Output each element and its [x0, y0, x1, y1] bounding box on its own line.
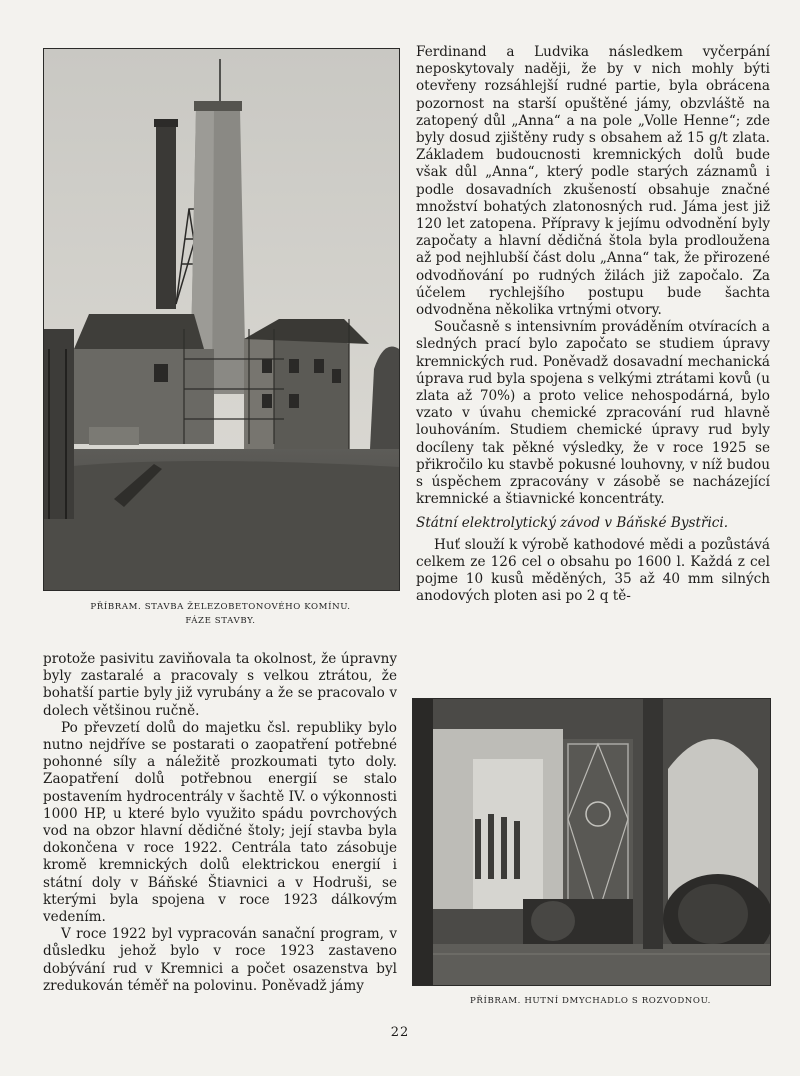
page-number: 22	[390, 1025, 410, 1040]
paragraph: Ferdinand a Ludvika následkem vyčerpání neposkytovaly naději, že by v nich mohly býti otevřeny rozsáhlejší rudné partie, byla obrácena pozornost na starší opuštěné jámy, obzvláště na zatopený důl „Anna“ a na pole „Volle Henne“; zde byly dosud zjištěny rudy s obsahem až 15 g/t zlata. Základem budoucnosti kremnických dolů bude však důl „Anna“, který podle starých záznamů i podle dosavadních zkušeností obsahuje značné množství bohatých zlatonosných rud. Jáma jest již 120 let zatopena. Přípravy k jejímu odvodnění byly započaty a hlavní dědičná štola byla prodloužena až pod nejhlubší část dolu „Anna“ tak, že přirozené odvodňování po rudných žilách již započalo. Za účelem rychlejšího postupu bude šachta odvodněna několika vrtnými otvory.	[416, 44, 770, 319]
chimney-construction-photo	[43, 48, 400, 591]
chimney-photo-caption	[43, 600, 398, 628]
paragraph: Huť slouží k výrobě kathodové mědi a pozůstává celkem ze 126 cel o obsahu po 1600 l. Každá z cel pojme 10 kusů měděných, 35 až 40 mm silných anodových ploten asi po 2 q tě-	[416, 536, 770, 605]
paragraph: protože pasivitu zaviňovala ta okolnost, že úpravny byly zastaralé a pracovaly s velkou ztrátou, že bohatší partie byly již vyrubány a že se pracovalo v dolech většinou ručně.	[43, 651, 397, 719]
caption-line-1: PŘÍBRAM. STAVBA ŽELEZOBETONOVÉHO KOMÍNU.	[90, 602, 351, 612]
right-text-column	[416, 44, 770, 606]
blower-room-photo	[412, 698, 771, 986]
blower-photo-caption: PŘÍBRAM. HUTNÍ DMYCHADLO S ROZVODNOU.	[470, 996, 711, 1006]
section-heading: Státní elektrolytický závod v Báňské Bystřici.	[416, 515, 729, 532]
caption-line-2: FÁZE STAVBY.	[185, 616, 256, 626]
paragraph: Po převzetí dolů do majetku čsl. republiky bylo nutno nejdříve se postarati o zaopatření potřebné pohonné síly a náležitě prozkoumati tyto doly. Zaopatření dolů potřebnou energií se stalo postavením hydrocentrály v šachtě IV. o výkonnosti 1000 HP, u které bylo využito spádu povrchových vod na obzor hlavní dědičné štoly; její stavba byla dokončena v roce 1922. Centrála tato zásobuje kromě kremnických dolů elektrickou energií i státní doly v Báňské Štiavnici a v Hodruši, se kterými byla spojena v roce 1923 dálkovým vedením.	[43, 719, 397, 926]
paragraph: V roce 1922 byl vypracován sanační program, v důsledku jehož bylo v roce 1923 zastaveno dobývání rud v Kremnici a počet osazenstva byl zredukován téměř na polovinu. Poněvadž jámy	[43, 926, 397, 994]
left-text-column	[43, 651, 397, 995]
paragraph: Současně s intensivním prováděním otvíracích a sledných prací bylo započato se studiem úpravy kremnických rud. Poněvadž dosavadní mechanická úprava rud byla spojena s velkými ztrátami kovů (u zlata až 70%) a proto velice nehospodárná, bylo vzato v úvahu chemické zpracování rud hlavně louhováním. Studiem chemické úpravy rud byly docíleny tak pěkné výsledky, že v roce 1925 se přikročilo ku stavbě pokusné louhovny, v níž budou s úspěchem zpracovány v zásobě se nacházející kremnické a štiavnické koncentráty.	[416, 319, 770, 508]
